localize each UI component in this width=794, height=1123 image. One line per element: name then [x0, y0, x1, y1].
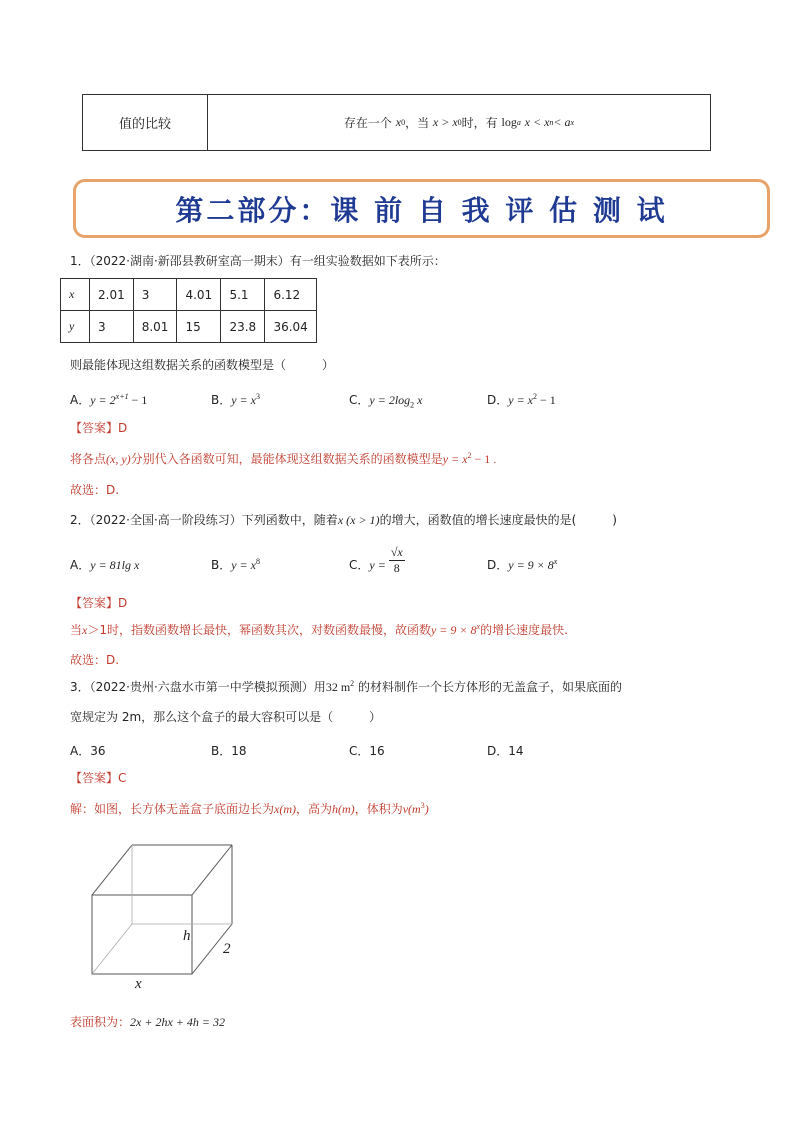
q2-choose: 故选：D.: [70, 653, 120, 667]
q3-option-c: C．16: [349, 744, 385, 758]
cuboid-figure: [80, 836, 250, 996]
label-x: x: [135, 976, 142, 992]
q3-option-b: B．18: [211, 744, 247, 758]
q1-choose: 故选：D.: [70, 483, 120, 497]
q3-stem: 3．（2022·贵州·六盘水市第一中学模拟预测）用32 $m^2$ 的材料制作一个长方体形的无盖盒子，如果底面的: [70, 679, 622, 694]
q2-explanation: 当x＞1时，指数函数增长最快，幂函数其次，对数函数最慢，故函数$y = 9 \times 8^x$的增长速度最快.: [70, 622, 568, 637]
q3-surface-area: 表面积为：2x + 2hx + 4h = 32: [70, 1015, 225, 1029]
comparison-table: [82, 94, 711, 151]
q3-stem-2: 宽规定为 2m，那么这个盒子的最大容积可以是（ ）: [70, 710, 382, 724]
q1-stem: 1．（2022·湖南·新邵县教研室高一期末）有一组实验数据如下表所示：: [70, 254, 446, 268]
q2-option-b: B．$y = x^8$: [211, 557, 260, 572]
table-row: y 3 8.01 15 23.8 36.04: [61, 311, 317, 343]
label-2: 2: [223, 941, 231, 957]
cuboid-hidden-edges: [92, 845, 232, 974]
cuboid-front-face: [92, 895, 192, 974]
q2-option-d: D．$y = 9 \times 8^x$: [487, 557, 558, 572]
comparison-label: 值的比较: [83, 95, 208, 150]
section-title: 第二部分：课 前 自 我 评 估 测 试: [175, 193, 668, 227]
q1-data-table: [60, 278, 317, 343]
q1-option-a: A．$y = 2^{x+1} - 1$: [70, 392, 148, 407]
q1-prompt: 则最能体现这组数据关系的函数模型是（ ）: [70, 358, 335, 372]
q3-explanation: 解：如图，长方体无盖盒子底面边长为x(m)，高为h(m)，体积为$v(m^3)$: [70, 801, 429, 816]
q1-option-d: D．$y = x^2 - 1$: [487, 392, 556, 407]
q1-option-b: B．$y = x^3$: [211, 392, 260, 407]
q2-option-c: C．y = $\frac{√x}{8}$: [349, 545, 403, 575]
section-banner: [73, 179, 770, 238]
q2-option-a: A．y = 81lg x: [70, 558, 140, 572]
q3-answer: 【答案】C: [70, 771, 127, 785]
table-row: x 2.01 3 4.01 5.1 6.12: [61, 279, 317, 311]
label-h: h: [183, 928, 191, 944]
q2-answer: 【答案】D: [70, 596, 128, 610]
q1-explanation: 将各点(x, y)分别代入各函数可知，最能体现这组数据关系的函数模型是$y = x^2 - 1$ .: [70, 451, 497, 466]
q2-stem: 2．（2022·全国·高一阶段练习）下列函数中，随着x (x > 1)的增大，函数值的增长速度最快的是( ): [70, 513, 617, 527]
q1-option-c: C．$y = 2\log_2$ x: [349, 393, 423, 410]
q3-option-a: A．36: [70, 744, 106, 758]
comparison-text: 存在一个 x 0 ，当 x > x 0 时，有 log a x < x n < a x: [343, 115, 575, 130]
q1-answer: 【答案】D: [70, 421, 128, 435]
q3-option-d: D．14: [487, 744, 524, 758]
